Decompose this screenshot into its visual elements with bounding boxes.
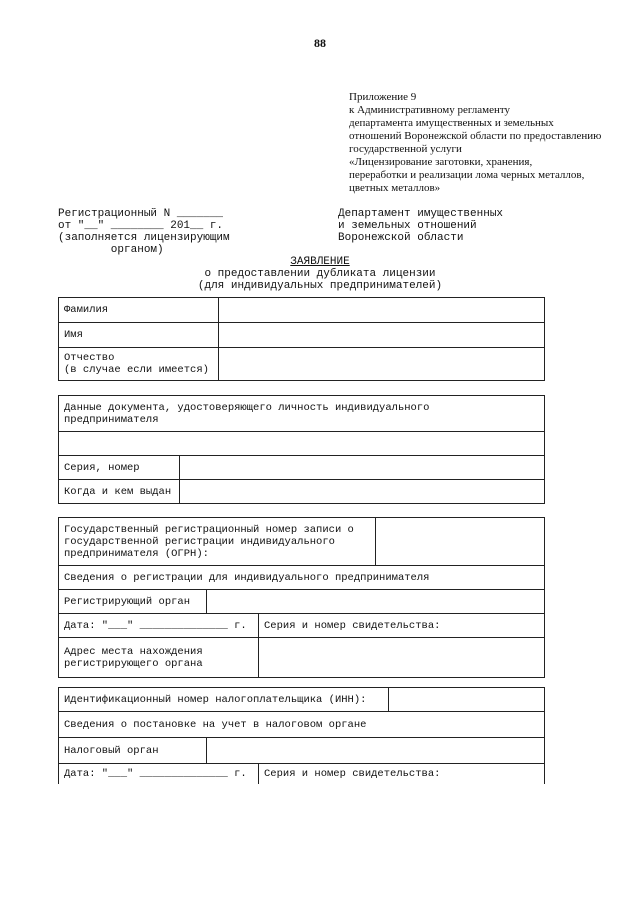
registration-block xyxy=(58,208,230,256)
page-number: 88 xyxy=(314,36,326,50)
surname-label: Фамилия xyxy=(59,298,219,323)
identity-document-header: Данные документа, удостоверяющего личность индивидуального предпринимателя xyxy=(59,396,545,432)
appendix-line: к Административному регламенту xyxy=(349,104,511,116)
name-label: Имя xyxy=(59,323,219,348)
tax-authority-label: Налоговый орган xyxy=(59,738,207,764)
statement-subtitle: (для индивидуальных предпринимателей) xyxy=(197,280,443,292)
registration-date: от "__" ________ 201__ г. xyxy=(58,220,224,232)
tax-authority-field[interactable] xyxy=(207,738,545,764)
registration-date-field[interactable]: Дата: "___" ______________ г. xyxy=(59,614,259,638)
identity-document-table xyxy=(58,395,545,504)
series-number-field[interactable] xyxy=(180,456,545,480)
inn-label: Идентификационный номер налогоплательщика (ИНН): xyxy=(59,688,389,712)
name-table xyxy=(58,297,545,381)
identity-document-field[interactable] xyxy=(59,432,545,456)
ogrn-boxes[interactable] xyxy=(376,518,545,566)
statement-subtitle: о предоставлении дубликата лицензии xyxy=(204,268,436,280)
inn-boxes[interactable] xyxy=(389,688,545,712)
name-field[interactable] xyxy=(219,323,545,348)
patronymic-field[interactable] xyxy=(219,348,545,381)
patronymic-label: Отчество (в случае если имеется) xyxy=(59,348,219,381)
appendix-line: «Лицензирование заготовки, хранения, xyxy=(349,156,533,168)
registration-note: органом) xyxy=(58,244,164,256)
appendix-line: цветных металлов» xyxy=(349,182,441,194)
address-field[interactable] xyxy=(259,638,545,678)
certificate-series-field[interactable]: Серия и номер свидетельства: xyxy=(259,614,545,638)
registration-info-label: Сведения о регистрации для индивидуального предпринимателя xyxy=(59,566,545,590)
department-line: Воронежской области xyxy=(338,232,464,244)
tax-certificate-series-field[interactable]: Серия и номер свидетельства: xyxy=(259,764,545,784)
department-line: и земельных отношений xyxy=(338,220,477,232)
appendix-line: Приложение 9 xyxy=(349,91,417,103)
tax-table xyxy=(58,687,545,784)
appendix-line: отношений Воронежской области по предоставлению xyxy=(349,130,602,142)
registration-number: Регистрационный N _______ xyxy=(58,208,224,220)
appendix-line: переработки и реализации лома черных металлов, xyxy=(349,169,585,181)
registration-table xyxy=(58,517,545,678)
appendix-line: департамента имущественных и земельных xyxy=(349,117,554,129)
tax-info-label: Сведения о постановке на учет в налоговом органе xyxy=(59,712,545,738)
ogrn-label: Государственный регистрационный номер записи о государственной регистрации индивидуального предпринимателя (ОГРН): xyxy=(59,518,376,566)
address-label: Адрес места нахождения регистрирующего органа xyxy=(59,638,259,678)
series-number-label: Серия, номер xyxy=(59,456,180,480)
statement-heading xyxy=(0,256,640,292)
registration-note: (заполняется лицензирующим xyxy=(58,232,230,244)
tax-date-field[interactable]: Дата: "___" ______________ г. xyxy=(59,764,259,784)
registering-authority-label: Регистрирующий орган xyxy=(59,590,207,614)
appendix-line: государственной услуги xyxy=(349,143,462,155)
surname-field[interactable] xyxy=(219,298,545,323)
statement-title: ЗАЯВЛЕНИЕ xyxy=(290,256,350,268)
registering-authority-field[interactable] xyxy=(207,590,545,614)
department-block xyxy=(338,208,503,244)
appendix-header xyxy=(349,91,619,195)
department-line: Департамент имущественных xyxy=(338,208,504,220)
issued-field[interactable] xyxy=(180,480,545,504)
issued-label: Когда и кем выдан xyxy=(59,480,180,504)
